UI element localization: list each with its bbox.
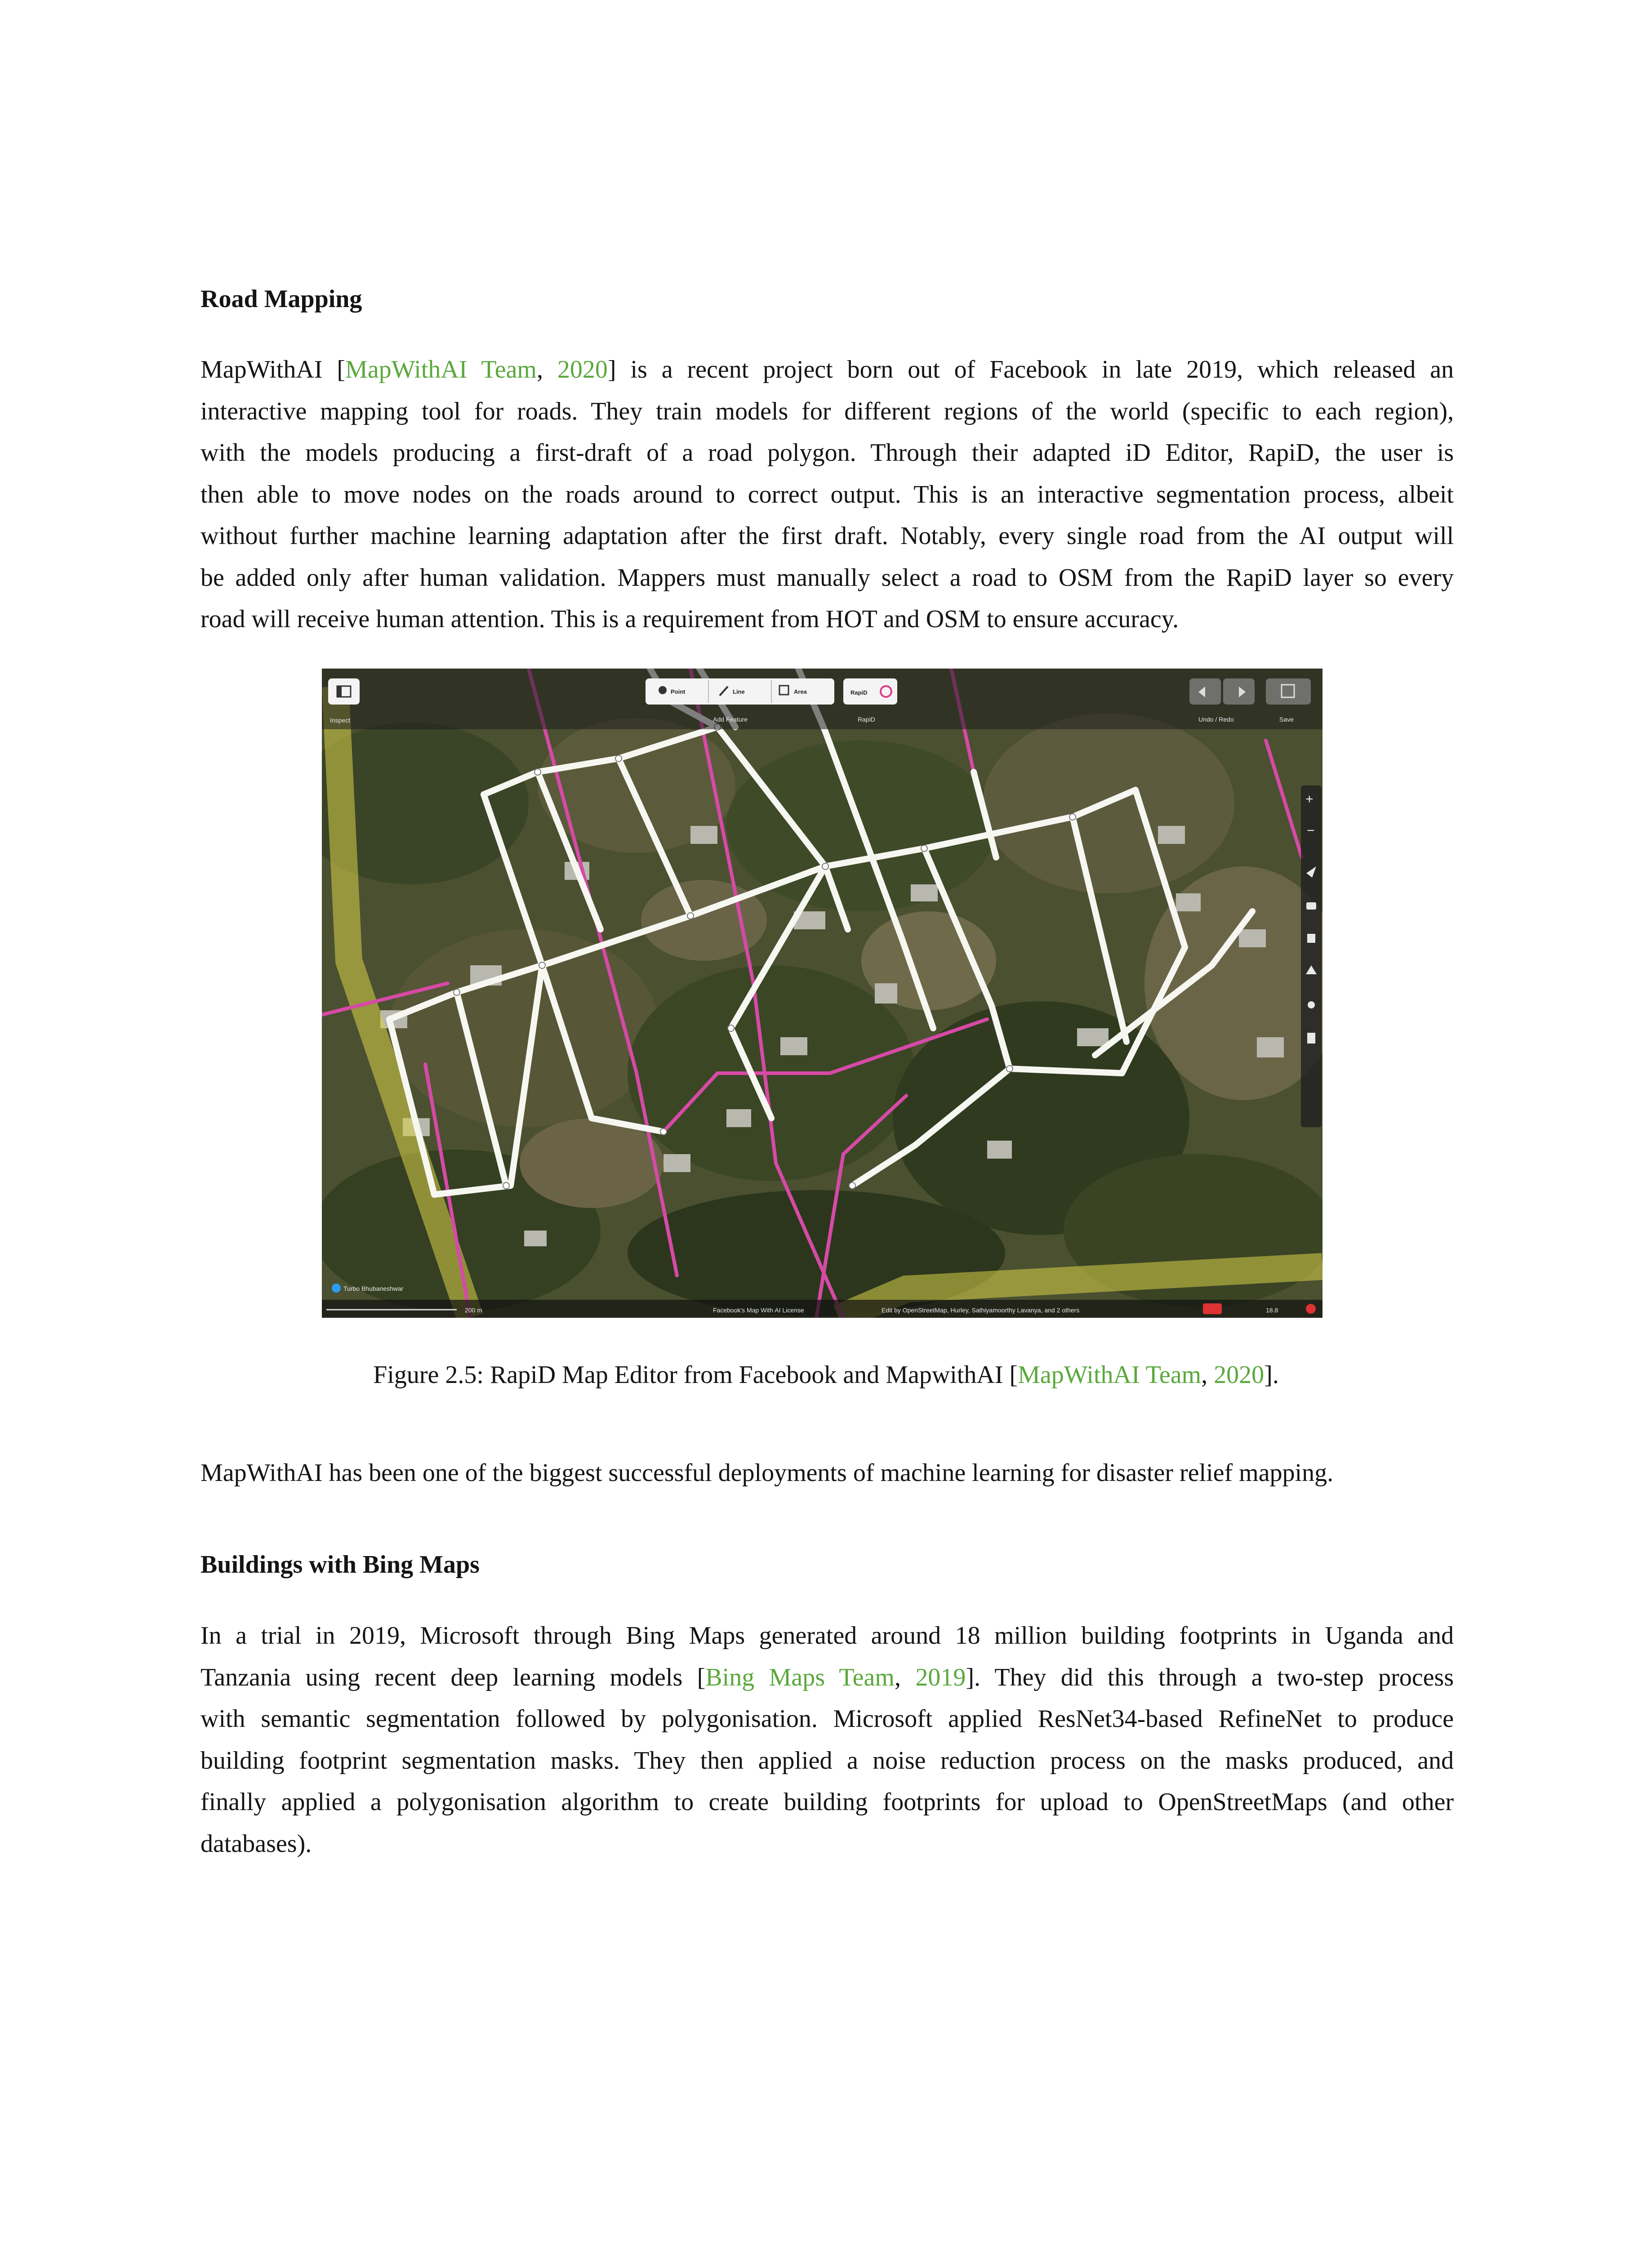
paragraph-line: MapWithAI [MapWithAI Team, 2020] is a recent project born out of Facebook in late 2019, which released an	[200, 356, 1454, 384]
issues-badge[interactable]	[1203, 1303, 1222, 1314]
map-pin-icon	[659, 686, 667, 694]
section-heading-road-mapping: Road Mapping	[200, 285, 362, 313]
mapwithai-summary-paragraph: MapWithAI has been one of the biggest successful deployments of machine learning for disaster relief mapping.	[200, 1459, 1334, 1487]
paragraph-line: databases).	[200, 1829, 312, 1858]
road-mapping-paragraph	[200, 349, 1454, 640]
save-label: Save	[1279, 716, 1294, 723]
scale-label: 200 m	[465, 1307, 482, 1314]
edit-attribution: Edit by OpenStreetMap, Hurley, Sathiyamoorthy Lavanya, and 2 others	[882, 1307, 1080, 1314]
paragraph-line: building footprint segmentation masks. They then applied a noise reduction process on the masks produced, and	[200, 1746, 1454, 1775]
citation-year-link[interactable]: 2020	[1214, 1361, 1265, 1389]
citation-year-link[interactable]: 2020	[557, 356, 608, 384]
figure-caption: Figure 2.5: RapiD Map Editor from Facebook and MapwithAI [MapWithAI Team, 2020].	[373, 1361, 1279, 1389]
sidebar-toggle-button[interactable]	[328, 678, 360, 705]
paragraph-line: then able to move nodes on the roads around to correct output. This is an interactive segmentation process, albeit	[200, 480, 1454, 508]
citation-link[interactable]: MapWithAI Team	[1018, 1361, 1202, 1389]
background-layers-icon[interactable]	[1306, 902, 1316, 910]
paragraph-line: Tanzania using recent deep learning models [Bing Maps Team, 2019]. They did this through a two-step process	[200, 1663, 1454, 1691]
svg-text:Turbo Bhubaneshwar: Turbo Bhubaneshwar	[343, 1285, 404, 1292]
inspect-label: Inspect	[330, 717, 351, 724]
paragraph-line: In a trial in 2019, Microsoft through Bing Maps generated around 18 million building footprints in Uganda and	[200, 1622, 1454, 1650]
redo-button[interactable]	[1223, 678, 1255, 705]
bing-maps-paragraph	[200, 1615, 1454, 1864]
zoom-level: 18.8	[1266, 1307, 1278, 1314]
zoom-out-icon[interactable]: −	[1307, 823, 1315, 838]
rapid-sub-label: RapiD	[858, 716, 875, 723]
svg-text:Point: Point	[671, 688, 686, 695]
citation-link[interactable]: Bing Maps Team	[705, 1663, 895, 1691]
paragraph-line: finally applied a polygonisation algorithm to create building footprints for upload to OpenStreetMaps (and other	[200, 1788, 1454, 1816]
section-heading-bing-maps: Buildings with Bing Maps	[200, 1551, 480, 1579]
paragraph-line: without further machine learning adaptation after the first draft. Notably, every single road from the AI output will	[200, 522, 1454, 550]
rapid-footer-icon[interactable]	[1306, 1304, 1316, 1314]
undo-button[interactable]	[1189, 678, 1221, 705]
zoom-in-icon[interactable]: +	[1305, 792, 1314, 807]
rapid-editor-screenshot	[322, 669, 1322, 1318]
vegetation-texture	[322, 714, 1322, 1316]
help-icon[interactable]	[1307, 1033, 1315, 1044]
save-button[interactable]	[1266, 678, 1311, 705]
paragraph-line: road will receive human attention. This is a requirement from HOT and OSM to ensure accuracy.	[200, 605, 1179, 633]
svg-text:Line: Line	[733, 688, 745, 695]
citation-link[interactable]: MapWithAI Team	[345, 356, 537, 384]
svg-text:RapiD: RapiD	[850, 689, 868, 696]
map-data-icon[interactable]	[1307, 934, 1315, 943]
undo-redo-label: Undo / Redo	[1198, 716, 1234, 723]
citation-year-link[interactable]: 2019	[915, 1663, 966, 1691]
paragraph-line: with semantic segmentation followed by polygonisation. Microsoft applied ResNet34-based RefineNet to produce	[200, 1705, 1454, 1733]
rapid-button[interactable]	[843, 678, 897, 705]
paragraph-line: with the models producing a first-draft of a road polygon. Through their adapted iD Editor, RapiD, the user is	[200, 439, 1454, 467]
attribution-link[interactable]: Facebook's Map With AI License	[713, 1307, 804, 1314]
add-feature-label: Add Feature	[713, 716, 748, 723]
paragraph-line: interactive mapping tool for roads. They train models for different regions of the world (specific to each region),	[200, 397, 1454, 425]
preferences-icon[interactable]	[1308, 1001, 1315, 1008]
paragraph-line: be added only after human validation. Mappers must manually select a road to OSM from the RapiD layer so every	[200, 563, 1454, 592]
svg-text:Area: Area	[794, 688, 807, 695]
